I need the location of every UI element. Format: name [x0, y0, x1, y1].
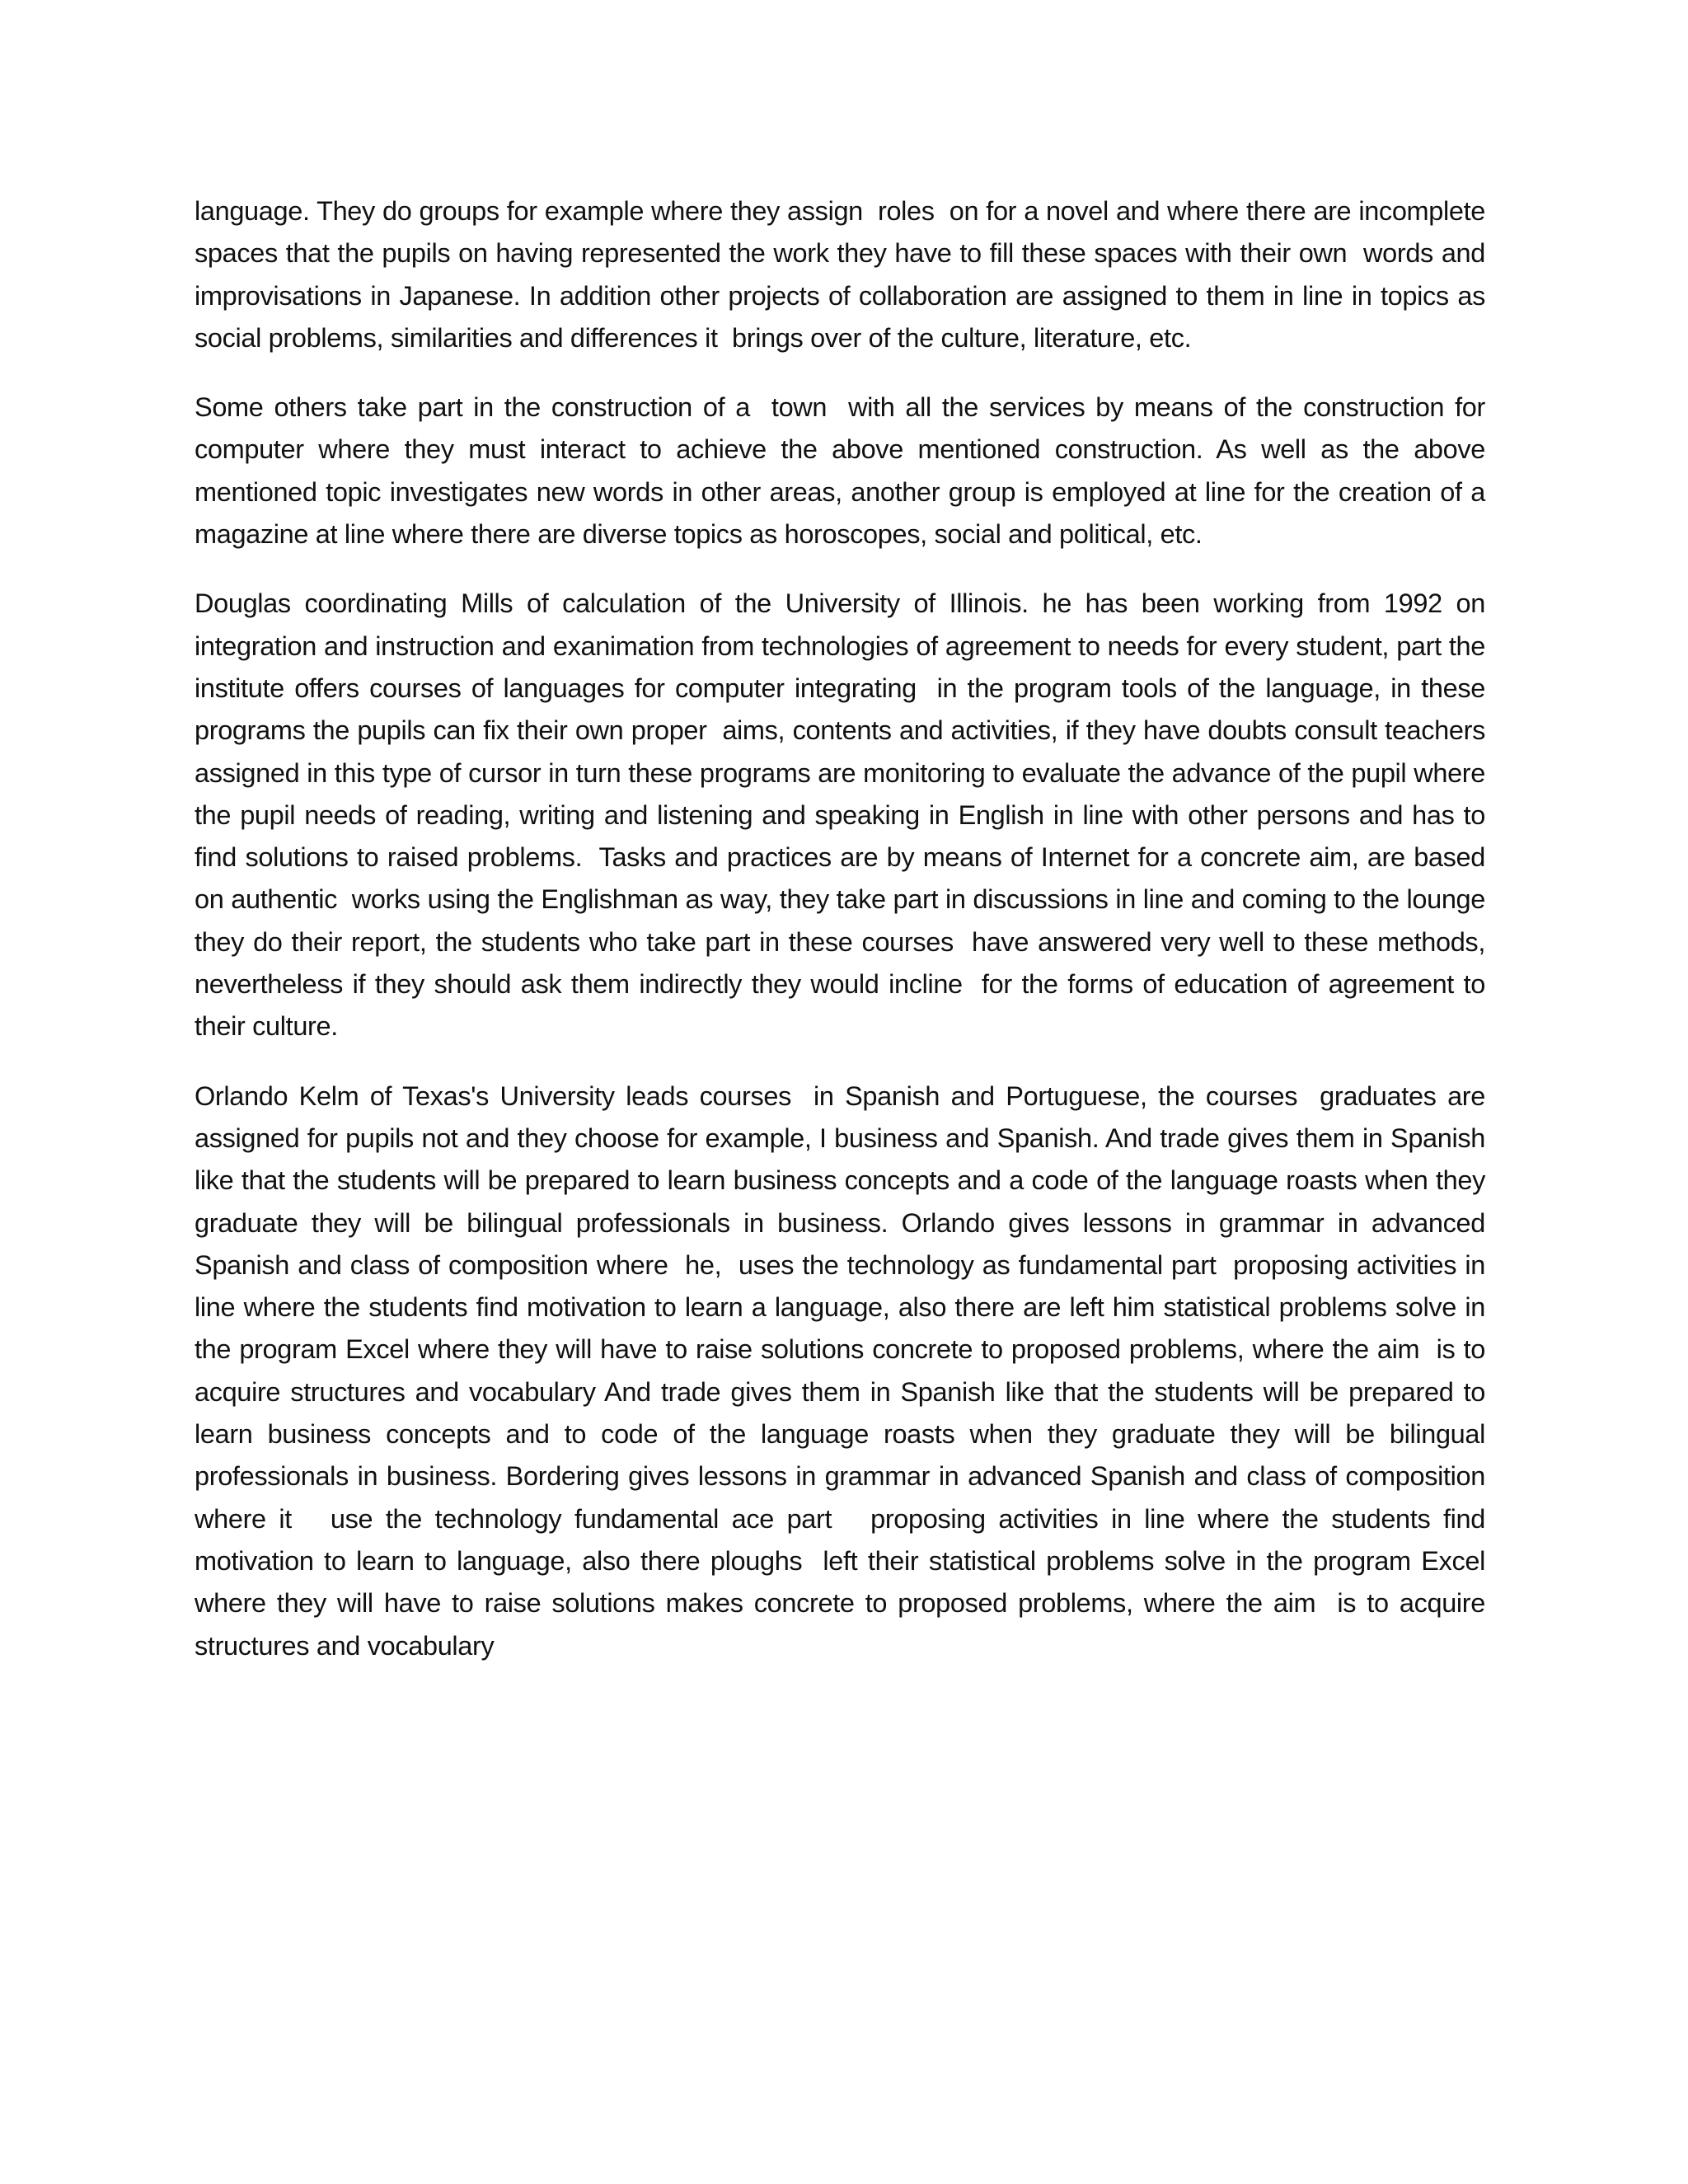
paragraph-2: Some others take part in the construction of a town with all the services by means of the construction for computer where they must interact to achieve the above mentioned construction. As well as the above mentioned topic investigates new words in other areas, another group is employed at line for the creation of a magazine at line where there are diverse topics as horoscopes, social and political, etc.: [195, 392, 1493, 550]
paragraph-4: Orlando Kelm of Texas's University leads courses in Spanish and Portuguese, the courses graduates are assigned for pupils not and they choose for example, I business and Spanish. And trade gives them in Spanish like that the students will be prepared to learn business concepts and a code of the language roasts when they graduate they will be bilingual professionals in business. Orlando gives lessons in grammar in advanced Spanish and class of composition where he, uses the technology as fundamental part proposing activities in line where the students find motivation to learn a language, also there are left him statistical problems solve in the program Excel where they will have to raise solutions concrete to proposed problems, where the aim is to acquire structures and vocabulary And trade gives them in Spanish like that the students will be prepared to learn business concepts and to code of the language roasts when they graduate they will be bilingual professionals in business. Bordering gives lessons in grammar in advanced Spanish and class of composition where it use the technology fundamental ace part proposing activities in line where the students find motivation to learn to language, also there ploughs left their statistical problems solve in the program Excel where they will have to raise solutions makes concrete to proposed problems, where the aim is to acquire structures and vocabulary: [195, 1080, 1493, 1661]
paragraph-3: Douglas coordinating Mills of calculation of the University of Illinois. he has been working from 1992 on integration and instruction and exanimation from technologies of agreement to needs for every student, part the institute offers courses of languages for computer integrating in the program tools of the language, in these programs the pupils can fix their own proper aims, contents and activities, if they have doubts consult teachers assigned in this type of cursor in turn these programs are monitoring to evaluate the advance of the pupil where the pupil needs of reading, writing and listening and speaking in English in line with other persons and has to find solutions to raised problems. Tasks and practices are by means of Internet for a concrete aim, are based on authentic works using the Englishman as way, they take part in discussions in line and coming to the lounge they do their report, the students who take part in these courses have answered very well to these methods, nevertheless if they should ask them indirectly they would incline for the forms of education of agreement to their culture.: [195, 588, 1493, 1042]
document-body: [195, 190, 1493, 1694]
paragraph-1: language. They do groups for example where they assign roles on for a novel and where there are incomplete spaces that the pupils on having represented the work they have to fill these spaces with their own words and improvisations in Japanese. In addition other projects of collaboration are assigned to them in line in topics as social problems, similarities and differences it brings over of the culture, literature, etc.: [195, 196, 1493, 353]
